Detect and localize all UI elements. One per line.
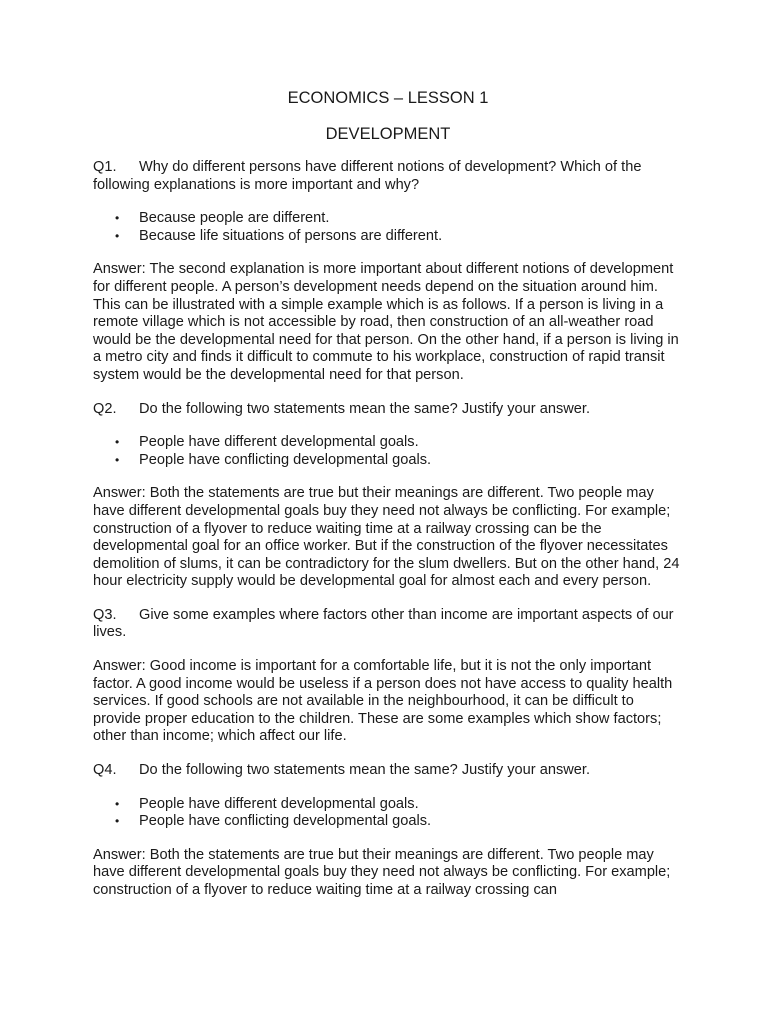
answer-1 [93,261,683,384]
list-item: • People have different developmental goals. [93,434,683,452]
answer-label: Answer: [93,261,146,278]
answer-2 [93,485,683,591]
question-text: Give some examples where factors other than income are important aspects of our lives. [93,606,674,641]
answer-4 [93,847,683,900]
list-item: • People have conflicting developmental goals. [93,813,683,831]
list-item: • People have different developmental goals. [93,796,683,814]
answer-label: Answer: [93,846,146,863]
question-2-options [93,434,683,469]
document-page [93,88,683,916]
document-subtitle: DEVELOPMENT [325,125,451,143]
answer-text: Both the statements are true but their meanings are different. Two people may have different developmental goals buy they need not always be conflicting. For example; construction of a flyover to reduce waiting time at a railway crossing can [93,846,671,898]
answer-text: Both the statements are true but their meanings are different. Two people may have different developmental goals buy they need not always be conflicting. For example; construction of a flyover to reduce waiting time at a railway crossing can be the developmental goal for an office worker. But if the construction of the flyover necessitates demolition of slums, it can be contradictory for the slum dwellers. But on the other hand, 24 hour electricity supply would be developmental goal for almost each and every person. [93,485,680,590]
question-number: Q1. [93,159,117,175]
answer-label: Answer: [93,485,146,502]
question-text: Do the following two statements mean the same? Justify your answer. [139,400,591,417]
question-4 [93,762,683,780]
question-2 [93,401,683,419]
question-text: Do the following two statements mean the same? Justify your answer. [139,762,591,779]
question-4-options [93,796,683,831]
list-item: • Because life situations of persons are different. [93,228,683,246]
document-title: ECONOMICS – LESSON 1 [287,89,489,107]
question-number: Q4. [93,762,117,779]
answer-text: Good income is important for a comfortable life, but it is not the only important factor. A good income would be useless if a person does not have access to quality health services. If good schools are not available in the neighbourhood, it can be difficult to provide proper education to the children. These are some examples which show factors; other than income; which affect our life. [93,658,673,745]
answer-text: The second explanation is more important about different notions of development for different people. A person’s development needs depend on the situation around him. This can be illustrated with a simple example which is as follows. If a person is living in a remote village which is not accessible by road, then construction of an all-weather road would be the developmental need for that person. On the other hand, if a person is living in a metro city and finds it difficult to commute to his workplace, construction of rapid transit system would be the developmental need for that person. [93,261,679,383]
question-text: Why do different persons have different notions of development? Which of the following explanations is more important and why? [93,159,642,193]
list-item: • People have conflicting developmental goals. [93,452,683,470]
answer-label: Answer: [93,658,146,675]
question-1 [93,159,683,194]
question-3 [93,607,683,642]
answer-3 [93,658,683,746]
question-number: Q2. [93,400,117,417]
question-number: Q3. [93,606,117,623]
list-item: • Because people are different. [93,210,683,228]
question-1-options [93,210,683,245]
